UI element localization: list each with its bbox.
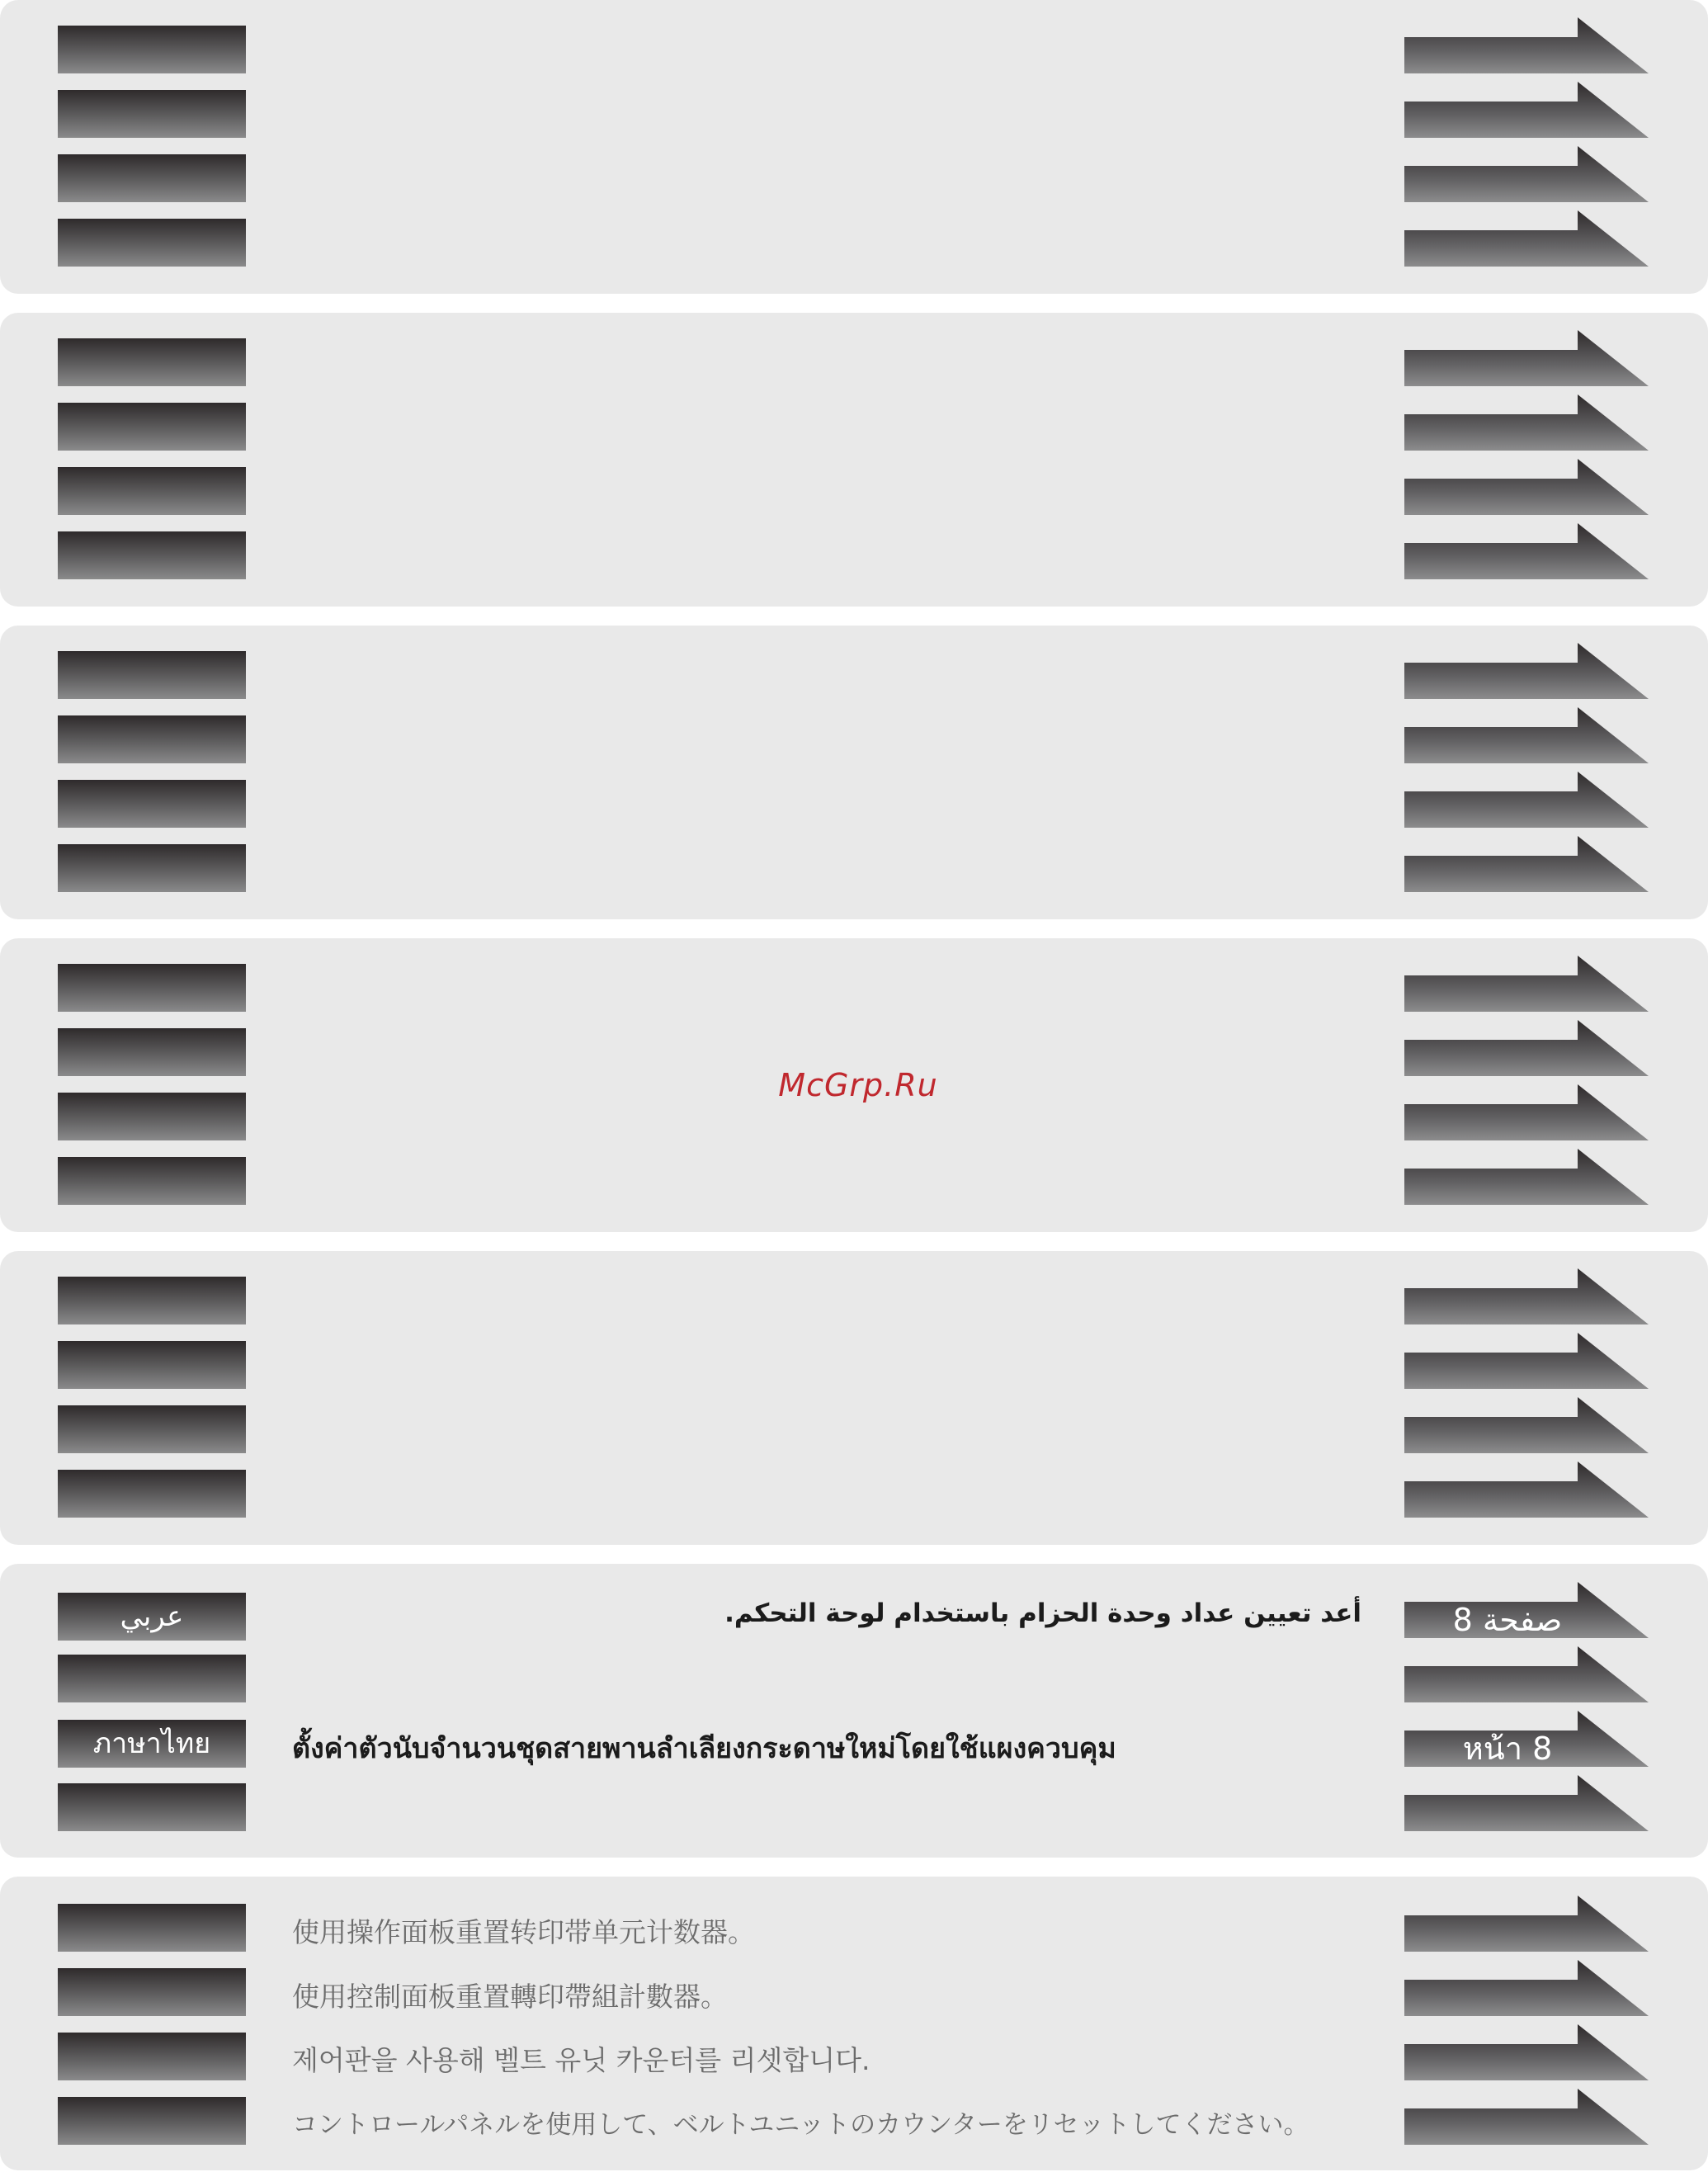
- arrow-right-icon: [1404, 2089, 1649, 2145]
- language-tab[interactable]: [58, 844, 246, 892]
- page-arrow[interactable]: [1404, 836, 1649, 892]
- page-arrow[interactable]: [1404, 1333, 1649, 1389]
- page-arrow[interactable]: [1404, 1268, 1649, 1324]
- page-arrow[interactable]: [1404, 643, 1649, 699]
- language-tab[interactable]: [58, 467, 246, 515]
- page-arrow[interactable]: [1404, 956, 1649, 1012]
- language-tab[interactable]: [58, 1341, 246, 1389]
- arrow-right-icon: [1404, 1084, 1649, 1140]
- watermark: McGrp.Ru: [778, 1067, 938, 1103]
- language-tab[interactable]: [58, 1277, 246, 1324]
- language-panel-5: [0, 1251, 1708, 1545]
- language-tab[interactable]: [58, 715, 246, 763]
- page-ref-arabic: صفحة 8: [1452, 1602, 1563, 1638]
- language-tab[interactable]: [58, 651, 246, 699]
- language-tab[interactable]: [58, 1783, 246, 1831]
- page-arrow[interactable]: [1404, 210, 1649, 267]
- page-arrow[interactable]: [1404, 17, 1649, 73]
- language-tab[interactable]: [58, 1028, 246, 1076]
- arrow-right-icon: [1404, 82, 1649, 138]
- korean-instruction: 제어판을 사용해 벨트 유닛 카운터를 리셋합니다.: [292, 2044, 871, 2076]
- page-arrow[interactable]: [1404, 1020, 1649, 1076]
- page-arrow[interactable]: [1404, 772, 1649, 828]
- arrow-right-icon: [1404, 836, 1649, 892]
- language-panel-arabic-thai: [0, 1564, 1708, 1858]
- language-tab[interactable]: [58, 1968, 246, 2016]
- japanese-instruction: コントロールパネルを使用して、ベルトユニットのカウンターをリセットしてください。: [292, 2110, 1309, 2140]
- language-tab[interactable]: [58, 2033, 246, 2080]
- language-tab[interactable]: [58, 1405, 246, 1453]
- traditional-chinese-instruction: 使用控制面板重置轉印帶組計數器。: [292, 1981, 728, 2013]
- page-arrow[interactable]: [1404, 2024, 1649, 2080]
- arrow-right-icon: [1404, 1268, 1649, 1324]
- page-arrow[interactable]: [1404, 1461, 1649, 1518]
- arrow-right-icon: [1404, 1775, 1649, 1831]
- arrow-right-icon: [1404, 772, 1649, 828]
- simplified-chinese-instruction: 使用操作面板重置转印带单元计数器。: [292, 1916, 755, 1948]
- page-arrow[interactable]: [1404, 1397, 1649, 1453]
- language-panel-3: [0, 626, 1708, 919]
- page-arrow[interactable]: [1404, 523, 1649, 579]
- page-arrow[interactable]: [1404, 1149, 1649, 1205]
- language-tab[interactable]: [58, 2097, 246, 2145]
- language-tab[interactable]: [58, 403, 246, 451]
- page-arrow-arabic[interactable]: [1404, 1582, 1649, 1638]
- language-tab[interactable]: [58, 531, 246, 579]
- language-tab[interactable]: [58, 964, 246, 1012]
- language-tab[interactable]: [58, 1470, 246, 1518]
- page-arrow[interactable]: [1404, 707, 1649, 763]
- arrow-right-icon: [1404, 1896, 1649, 1952]
- arrow-right-icon: [1404, 956, 1649, 1012]
- arabic-instruction: أعد تعيين عداد وحدة الحزام باستخدام لوحة التحكم.: [724, 1598, 1361, 1628]
- arrow-right-icon: [1404, 146, 1649, 202]
- arrow-right-icon: [1404, 1149, 1649, 1205]
- language-tab[interactable]: [58, 1904, 246, 1952]
- arrow-right-icon: [1404, 330, 1649, 386]
- page-arrow[interactable]: [1404, 459, 1649, 515]
- arrow-right-icon: [1404, 1397, 1649, 1453]
- tab-thai[interactable]: ภาษาไทย: [58, 1720, 246, 1768]
- page-arrow[interactable]: [1404, 1896, 1649, 1952]
- page-arrow[interactable]: [1404, 1084, 1649, 1140]
- language-tab[interactable]: [58, 780, 246, 828]
- language-tab[interactable]: [58, 1655, 246, 1702]
- page-ref-thai: หน้า 8: [1462, 1731, 1553, 1767]
- page-arrow[interactable]: [1404, 1775, 1649, 1831]
- language-tab[interactable]: [58, 154, 246, 202]
- page-arrow[interactable]: [1404, 146, 1649, 202]
- arrow-right-icon: [1404, 523, 1649, 579]
- arrow-right-icon: [1404, 17, 1649, 73]
- thai-instruction: ตั้งค่าตัวนับจำนวนชุดสายพานลำเลียงกระดาษใหม่โดยใช้แผงควบคุม: [292, 1732, 1116, 1765]
- arrow-right-icon: [1404, 1960, 1649, 2016]
- language-panel-2: [0, 313, 1708, 607]
- page-arrow[interactable]: [1404, 330, 1649, 386]
- language-tab[interactable]: [58, 26, 246, 73]
- arrow-right-icon: [1404, 707, 1649, 763]
- page-arrow[interactable]: [1404, 394, 1649, 451]
- arrow-right-icon: [1404, 1020, 1649, 1076]
- language-tab[interactable]: [58, 338, 246, 386]
- arrow-right-icon: [1404, 459, 1649, 515]
- language-tab[interactable]: [58, 219, 246, 267]
- language-tab[interactable]: [58, 1093, 246, 1140]
- tab-arabic[interactable]: عربي: [58, 1593, 246, 1641]
- arrow-right-icon: [1404, 1461, 1649, 1518]
- arrow-right-icon: [1404, 2024, 1649, 2080]
- arrow-right-icon: [1404, 1333, 1649, 1389]
- page-arrow[interactable]: [1404, 82, 1649, 138]
- page-arrow[interactable]: [1404, 2089, 1649, 2145]
- language-panel-1: [0, 0, 1708, 294]
- language-tab[interactable]: [58, 1157, 246, 1205]
- page-arrow[interactable]: [1404, 1960, 1649, 2016]
- language-tab[interactable]: [58, 90, 246, 138]
- arrow-right-icon: [1404, 1646, 1649, 1702]
- page-arrow-thai[interactable]: [1404, 1711, 1649, 1767]
- language-panel-cjk: [0, 1877, 1708, 2170]
- page-arrow[interactable]: [1404, 1646, 1649, 1702]
- arrow-right-icon: [1404, 643, 1649, 699]
- arrow-right-icon: [1404, 210, 1649, 267]
- arrow-right-icon: [1404, 394, 1649, 451]
